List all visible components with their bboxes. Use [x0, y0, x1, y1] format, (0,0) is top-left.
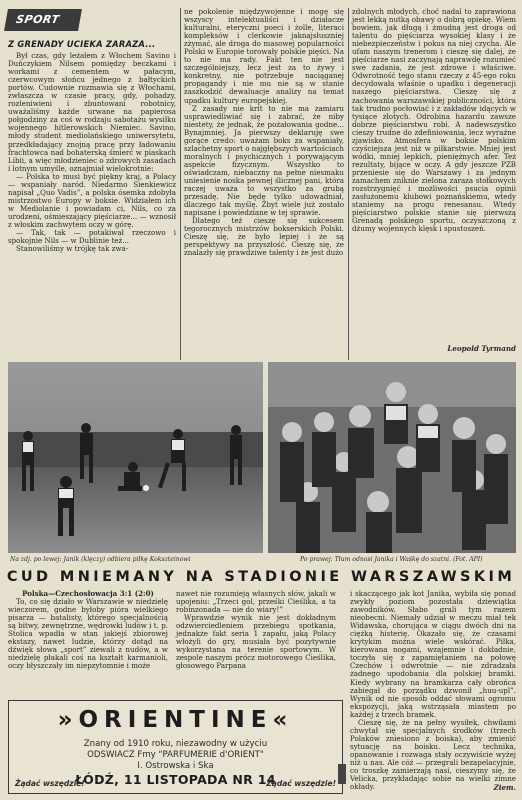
article1-column-2 — [184, 8, 344, 360]
section-tag: SPORT — [4, 9, 82, 31]
match-score-line: Polska—Czechosłowacja 3:1 (2:0) — [22, 589, 154, 598]
column-divider — [348, 8, 349, 360]
article1-column-3 — [352, 8, 516, 343]
paragraph: Cieszę się, że na pełny wysiłek, chwilami chwytał się specjalnych środków (trzech Polaków zniesiono z boiska), aby zmienić sytuację na boisku. Lecz technika, opanowanie i rozwaga stały oczywiście wyżej niż u nas. Ale cóż — przegrali bezapelacyjnie, co troszkę zamierzają nasi, cieszymy się, że Velicka, przykładając sobie na wielki zimne okłady. — [350, 717, 516, 792]
column-divider — [180, 8, 181, 360]
ad-tagline: Znany od 1910 roku, niezawodny w użyciu — [83, 739, 268, 749]
paragraph: i skaczącego jak kot Janika, wybiła się ponad zwykły poziom pozostała dziewiątka zawodników. Słabo grali tym razem nieobecni. Niemały udział w meczu miał tek Widawska, chorująca w ciągu dwóch dni na ciężką histerię. Okazało się, że czasami krytykim można wiele wskórać. Piłka, kierowana nogami, wzajemnie i dokładnie, toczyła się z zapamiętaniem na połowę Czechów i odwrotnie — nie zdradzała żadnego upodobania dla polskiej bramki. Kiedy wybrany na bramkarza cały obrońca zabiegał do porządku dzwonił „huu-upl”. Wynik od nie sposób oddać słowami ogromu ekspozycji, jaką wstrząsała miastem po każdej z trzech bramek. — [350, 589, 516, 719]
paragraph: Stanowiliśmy w trójkę tak zwa- — [16, 244, 129, 254]
football-match-photo — [8, 362, 263, 553]
print-stamp-mark — [338, 764, 346, 784]
orientine-advertisement — [8, 700, 343, 794]
crowd-celebration-photo — [268, 362, 516, 553]
match-photo-image — [8, 362, 263, 553]
paragraph: Z zasady nie krit to nie ma zamiaru usprawiedliwiać się i zabrać, że niby niestety, że jednak, że pożałowania godne... Bynajmniej. Ja pierwszy deklaruję swe gorące credo: uważam boks za wspaniały, szlachetny sport o najgłębszych wartościach moralnych i psychicznych i porywającym aspekcie fizycznym. Wszystko to oświadczam, niebaczny na pełne niesmaku uniesienie noska pewnej ślicznej pani, która raczej uważa to wszystko za grubą przesadę. Nie będę tylko udowadniał, dlaczego tak myślę. Zbyt wiele już zostało napisane i powiedziane w tej sprawie. — [184, 103, 344, 218]
article2-signature: Ziem. — [493, 783, 516, 792]
ad-product-line: ODSWIACZ Fmy "PARFUMERIE d'ORIENT" — [87, 750, 264, 760]
article2-column-1 — [8, 590, 168, 696]
crowd-photo-image — [268, 362, 516, 553]
ad-demand-left: Żądać wszędzie! — [15, 779, 85, 788]
ad-demand-right: Żądać wszędzie! — [266, 779, 336, 788]
author-signature: Leopold Tyrmand — [447, 344, 516, 353]
ad-address: ŁÓDŹ, 11 LISTOPADA NR 14 — [75, 772, 276, 787]
paragraph: Wprawdzie wynik nie jest dokładnym odzwierciedleniem przebiegu spotkania, jednakże fakt seria 1 zapału, jaką Polacy włożyli do gry, musiała być pozytywnie wykorzystana na terenie sportowym. W zespole naszym prócz motorowego Cieślika, głosowego Parpana — [176, 613, 336, 671]
paragraph: Dlatego też cieszę się sukcesem tegorocznych mistrzów bokserskich Polski. Cieszę się, że było lepiej i że są perspektywy na przyszłość. Cieszę się, że znalazły się prawdziwe talenty i że jest dużo — [184, 216, 344, 258]
paragraph: ne pokolenie międzywojenne i mogę się wszyscy intelektualiści i działacze kulturalni, eteryczni poeci i żolle, literaci kompleksów i clerkowie jaknajsłuszniej zżymać, ale droga do masowej popularności Polski w Europie torowały polskie pięści. Na to nie ma rady. Fakt ten nie jest szczególniejszy, lecz jest za to żywy i konkretny, nie potrzebuje naciąganej propagandy i nie mu nie są w stanie zaszkodzić dewaluacje analizy na temat upadku kultury europejskiej. — [184, 7, 344, 105]
photo-caption-left: Na zdj. po lewej: Janik (klęczy) odbiera piłkę Kokszteinowi — [10, 556, 191, 563]
paragraph: zdolnych młodych, choć nadal to zaprawiona jest lekką nutką obawy o dobrą opiekę. Wiem bowiem, jak długą i żmudną jest droga od talentu do pięściarza wysokiej klasy i że niebezpieczeństw i pokus na niej czycha. Ale ufam naszym trenerom i cieszę się dalej, że pięściarze nasi zaczynają naprawdę rozumieć swe zadania, że jest zdrowe i właściwe. Odwrotność tego stanu rzeczy z 45-ego roku decydowała właśnie o upadku i degeneracji naszego pięściarstwa. Cieszę się z zachowania warszawskiej publiczności, która tak trudno pocłowiać i z zakładów idących w tysiące złotych. Odrobina hazardu zawsze dobrze pięściarstwu robi. A nadewszystko cieszy trudne do zdefiniowania, lecz wyraźne zjawisko. Atmosfera w boksie polskim czyściejsza jest niż w piłkarstwie. Mniej jest wódki, mniej lepkich, pieniężnych afer. Też rezultaty, bijące w oczy. A gdy jeszcze PZB przeniesie się do Warszawy i za jednym zamachem zniknie zielona zaraza stołkowych rozstrzygnięć i możliwości psucia opinii zasłużonemu klubowi poznańskiemu, wtedy staniemy na progu renesansu. Wtedy pięściarstwo polskie stanie się pierwszą Grenadą polskiego sportu, oczyszczoną z dżumy wojennych klęsk i spustoszeń. — [352, 7, 516, 234]
paragraph: Był czas, gdy leżałem z Włochem Savino i Duńczykiem Nilsem pomiędzy beczkami i workami z cementem w pałacym, czerwcowym słońcu jednego z bałtyckich portów. Cudownie rozmawia się z Włochami, zwłaszcza w czasie pracy, gdy, pohadzy, rozleniwieni i zbuntowani robotnicy, uważaliśmy każde urwane na papierosa połgodziny za coś w rodzaju sabotażu wysiłku wojennego hitlerowskich Niemiec. Savino, młody student mediolańskiego uniwersytetu, przedkładający znojną pracę przy ładowaniu frachtowca nad bohaterską śmierć w piaskach Libii, a więc młodzieniec o zdrowych zasadach i lotnym umyśle, oznajmiał wielokrotnie: — [8, 51, 176, 173]
article2-title: CUD MNIEMANY NA STADIONIE WARSZAWSKIM — [6, 569, 516, 585]
paragraph: — Tak, tak — potakiwał rzeczowo i spokojnie Nils — w Dublinie też... — [8, 228, 176, 246]
ad-brand-title: »ORIENTINE« — [57, 707, 294, 733]
ad-company-line: I. Ostrowska i Ska — [137, 761, 214, 771]
photo-caption-right: Po prawej: Tłum odnosi Janika i Waśkę do szatni. (Fot. API) — [300, 556, 483, 563]
article-headline: Z GRENADY UCIEKA ZARAZA... — [8, 39, 156, 49]
article2-column-2 — [176, 590, 336, 696]
paragraph: nawet nie rozumieją własnych słów, jakali w upojeniu: „Trzeci gol, prześki Cieślika, a ta robinzonada — nie do wiary!” — [176, 589, 336, 615]
article1-column-1 — [8, 52, 176, 359]
paragraph: — Polska to musi być piękny kraj, a Polacy — wspaniały naród. Niedarmo Sienkiewicz napisał „Quo Vadis”, a polska ósemka zdobyła mistrzostwo Europy w boksie. Widziałem ich w Mediolanie i powiadam ci, Nils, co za urodzeni, ośmieszający pięściarze... — wznosił z włoskim zachwytem oczy w górę. — [8, 171, 176, 229]
paragraph: To, co się działo w Warszawie w niedzielę wieczorem, godne byłoby pióra wielkiego pisarza — batalisty, którego specjalnością są bitwy, zewnętrzne, wędrowki ludów i t. p. Stolica wpadła w stan jakiejś zbiorowej ekstazy, nawet ludzie, którzy dotąd na dźwięk słowa „sport” ziewali z nudów, a w niedzielę płakali coś na kształt karmanioli, oczy błyszczały im niepzytomnie i może — [8, 597, 168, 671]
